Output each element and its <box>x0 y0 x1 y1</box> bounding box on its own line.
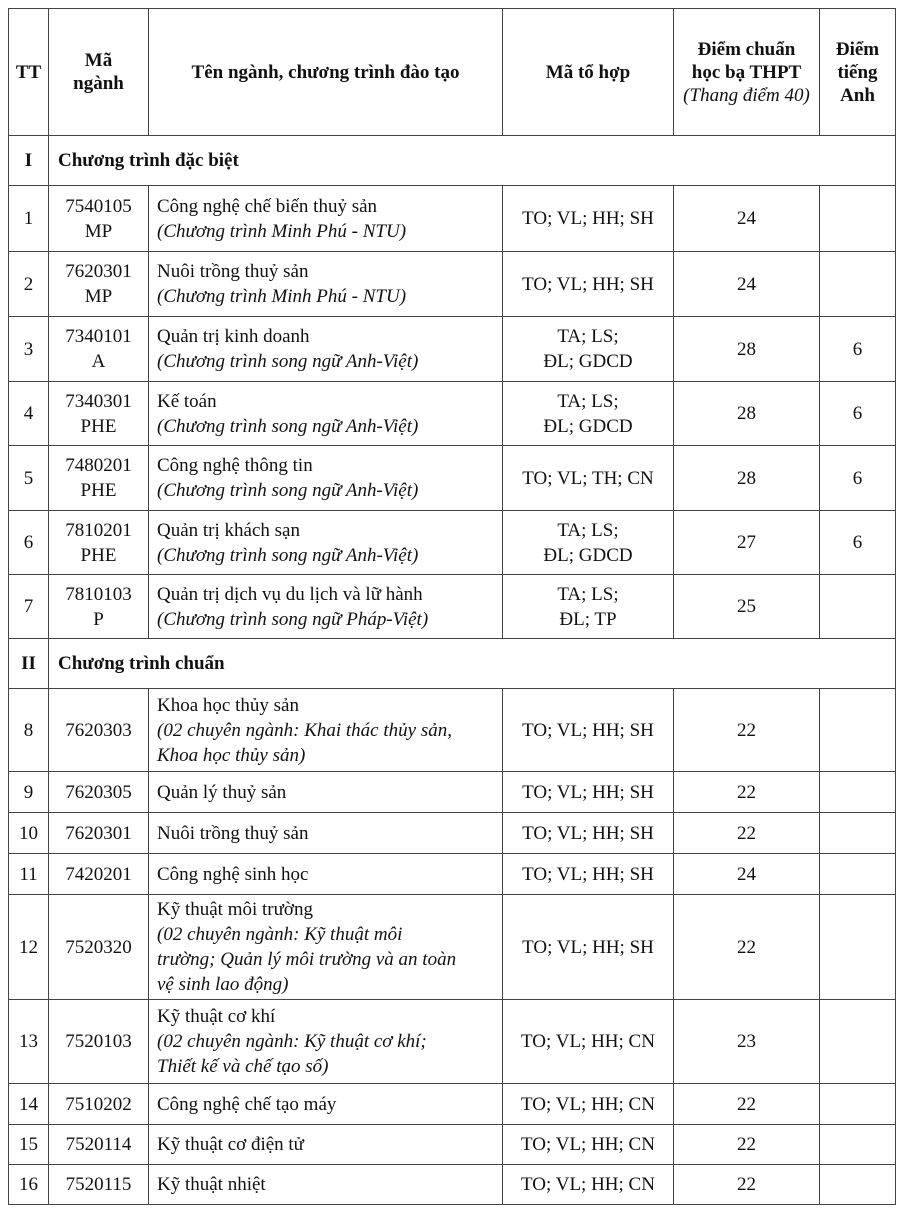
table-row <box>9 854 896 895</box>
ma-nganh-line: 7810201 <box>65 519 132 541</box>
ten-nganh-note: (02 chuyên ngành: Khai thác thủy sản, <box>157 719 452 741</box>
row-diem-chuan: 24 <box>674 252 820 317</box>
ten-nganh: Nuôi trồng thuỷ sản <box>157 822 309 844</box>
ma-to-hop-line: ĐL; TP <box>559 608 617 630</box>
ma-nganh-line: 7420201 <box>65 863 132 885</box>
ma-to-hop-line: TA; LS; <box>557 519 619 541</box>
row-ma-to-hop <box>503 382 674 446</box>
ma-nganh-line: 7340101 <box>65 326 132 347</box>
row-ma-to-hop <box>503 446 674 511</box>
row-ma-nganh <box>49 317 149 382</box>
header-diem-tieng-anh <box>820 9 896 136</box>
section-title: Chương trình đặc biệt <box>49 136 896 186</box>
ma-to-hop-line: TA; LS; <box>557 583 619 605</box>
ma-nganh-line: PHE <box>80 544 117 566</box>
row-ma-nganh <box>49 1165 149 1205</box>
row-diem-chuan: 22 <box>674 1084 820 1125</box>
row-diem-tieng-anh <box>820 689 896 772</box>
section-title: Chương trình chuẩn <box>49 639 896 689</box>
row-diem-tieng-anh <box>820 1084 896 1125</box>
row-tt: 7 <box>9 575 49 639</box>
row-ma-nganh <box>49 1000 149 1084</box>
row-diem-tieng-anh <box>820 1000 896 1084</box>
ma-nganh-line: PHE <box>80 480 117 501</box>
ten-nganh: Quản trị khách sạn <box>157 519 300 541</box>
row-diem-tieng-anh <box>820 1125 896 1165</box>
row-ten-nganh <box>149 186 503 252</box>
table-row <box>9 1165 896 1205</box>
row-ma-to-hop <box>503 1165 674 1205</box>
row-diem-tieng-anh <box>820 1165 896 1205</box>
ma-nganh-line: 7620303 <box>65 719 132 741</box>
ten-nganh: Quản trị kinh doanh <box>157 326 310 347</box>
ten-nganh: Quản trị dịch vụ du lịch và lữ hành <box>157 583 423 605</box>
ten-nganh-note: Khoa học thủy sản) <box>157 744 306 766</box>
table-row <box>9 1125 896 1165</box>
row-ma-nganh <box>49 854 149 895</box>
ma-to-hop-line: TO; VL; HH; SH <box>522 822 654 844</box>
row-ten-nganh <box>149 1125 503 1165</box>
ma-nganh-line: PHE <box>80 415 117 437</box>
ma-to-hop-line: TO; VL; HH; SH <box>522 208 654 229</box>
row-diem-tieng-anh <box>820 252 896 317</box>
header-ma-nganh-line: ngành <box>73 73 124 94</box>
row-ten-nganh <box>149 382 503 446</box>
row-ma-to-hop <box>503 575 674 639</box>
row-ten-nganh <box>149 772 503 813</box>
ten-nganh-note: (02 chuyên ngành: Kỹ thuật cơ khí; <box>157 1031 427 1052</box>
row-tt: 16 <box>9 1165 49 1205</box>
ten-nganh-note: Thiết kế và chế tạo số) <box>157 1056 329 1077</box>
row-ten-nganh <box>149 689 503 772</box>
row-ma-nganh <box>49 186 149 252</box>
row-ma-nganh <box>49 1125 149 1165</box>
row-diem-chuan: 22 <box>674 1125 820 1165</box>
row-ma-nganh <box>49 895 149 1000</box>
table-row <box>9 1000 896 1084</box>
ma-to-hop-line: TO; VL; HH; SH <box>522 781 654 803</box>
ten-nganh: Kỹ thuật nhiệt <box>157 1174 266 1195</box>
ma-to-hop-line: TO; VL; HH; CN <box>521 1093 655 1115</box>
row-ten-nganh <box>149 813 503 854</box>
header-tt: TT <box>9 9 49 136</box>
section-id: I <box>9 136 49 186</box>
row-ma-nganh <box>49 772 149 813</box>
ma-nganh-line: MP <box>84 286 113 307</box>
ma-nganh-line: 7620301 <box>65 261 132 282</box>
row-diem-chuan: 24 <box>674 186 820 252</box>
row-ma-to-hop <box>503 689 674 772</box>
ten-nganh-note: (Chương trình song ngữ Anh-Việt) <box>157 351 419 372</box>
table-row <box>9 511 896 575</box>
ma-nganh-line: A <box>91 351 106 372</box>
row-ma-nganh <box>49 446 149 511</box>
row-diem-chuan: 24 <box>674 854 820 895</box>
table-row <box>9 317 896 382</box>
ten-nganh-note: (Chương trình Minh Phú - NTU) <box>157 286 407 307</box>
table-body <box>9 136 896 1205</box>
ten-nganh: Quản lý thuỷ sản <box>157 781 287 803</box>
ten-nganh-note: (Chương trình Minh Phú - NTU) <box>157 220 407 242</box>
section-row <box>9 639 896 689</box>
ten-nganh: Kế toán <box>157 390 217 412</box>
row-tt: 9 <box>9 772 49 813</box>
table-row <box>9 186 896 252</box>
ma-nganh-line: 7520320 <box>65 936 132 958</box>
row-diem-chuan: 28 <box>674 382 820 446</box>
row-diem-chuan: 27 <box>674 511 820 575</box>
ma-to-hop-line: ĐL; GDCD <box>543 544 633 566</box>
row-ma-nganh <box>49 382 149 446</box>
row-ten-nganh <box>149 895 503 1000</box>
ma-nganh-line: 7810103 <box>65 583 132 605</box>
row-tt: 8 <box>9 689 49 772</box>
row-ten-nganh <box>149 1165 503 1205</box>
ten-nganh: Kỹ thuật môi trường <box>157 899 313 920</box>
ten-nganh-note: (Chương trình song ngữ Anh-Việt) <box>157 544 419 566</box>
row-diem-tieng-anh: 6 <box>820 382 896 446</box>
row-ten-nganh <box>149 252 503 317</box>
ma-to-hop-line: TO; VL; HH; CN <box>521 1031 655 1052</box>
header-ma-nganh-line: Mã <box>84 50 113 71</box>
header-ten-nganh: Tên ngành, chương trình đào tạo <box>149 9 503 136</box>
row-tt: 12 <box>9 895 49 1000</box>
row-diem-tieng-anh <box>820 772 896 813</box>
ma-nganh-line: 7620301 <box>65 822 132 844</box>
row-ma-nganh <box>49 575 149 639</box>
row-tt: 4 <box>9 382 49 446</box>
ma-to-hop-line: TO; VL; HH; SH <box>522 936 654 958</box>
row-diem-chuan: 22 <box>674 689 820 772</box>
row-diem-tieng-anh <box>820 895 896 1000</box>
header-tieng-anh-line: Anh <box>840 84 875 106</box>
row-ma-nganh <box>49 689 149 772</box>
ten-nganh-note: vệ sinh lao động) <box>157 974 289 995</box>
header-ma-nganh <box>49 9 149 136</box>
ma-nganh-line: 7340301 <box>65 390 132 412</box>
ma-to-hop-line: TO; VL; HH; SH <box>522 863 654 885</box>
header-tieng-anh-line: Điểm <box>835 38 880 60</box>
row-ma-to-hop <box>503 1125 674 1165</box>
table-row <box>9 575 896 639</box>
row-diem-chuan: 22 <box>674 895 820 1000</box>
admission-score-table <box>8 8 896 1205</box>
ten-nganh: Công nghệ chế tạo máy <box>157 1093 337 1115</box>
ma-nganh-line: 7620305 <box>65 781 132 803</box>
row-tt: 15 <box>9 1125 49 1165</box>
ten-nganh-note: (Chương trình song ngữ Pháp-Việt) <box>157 608 429 630</box>
row-ma-nganh <box>49 1084 149 1125</box>
row-diem-chuan: 28 <box>674 446 820 511</box>
ma-nganh-line: P <box>93 608 104 630</box>
ma-nganh-line: 7520114 <box>65 1134 132 1155</box>
row-diem-chuan: 22 <box>674 1165 820 1205</box>
ma-to-hop-line: TO; VL; HH; SH <box>522 273 654 295</box>
row-diem-chuan: 22 <box>674 772 820 813</box>
row-ten-nganh <box>149 1000 503 1084</box>
ma-to-hop-line: ĐL; GDCD <box>543 351 633 372</box>
ten-nganh-note: (Chương trình song ngữ Anh-Việt) <box>157 480 419 501</box>
ten-nganh: Công nghệ thông tin <box>157 455 313 476</box>
ma-to-hop-line: TO; VL; HH; CN <box>521 1134 655 1155</box>
row-diem-chuan: 23 <box>674 1000 820 1084</box>
row-ma-to-hop <box>503 186 674 252</box>
ma-to-hop-line: TO; VL; TH; CN <box>522 467 654 489</box>
ten-nganh: Công nghệ chế biến thuỷ sản <box>157 195 378 217</box>
row-diem-tieng-anh <box>820 854 896 895</box>
ten-nganh-note: (Chương trình song ngữ Anh-Việt) <box>157 415 419 437</box>
ten-nganh: Công nghệ sinh học <box>157 863 309 885</box>
ma-nganh-line: 7540105 <box>65 195 132 217</box>
table-row <box>9 895 896 1000</box>
row-diem-chuan: 28 <box>674 317 820 382</box>
header-tieng-anh-line: tiếng <box>837 61 878 83</box>
row-ten-nganh <box>149 317 503 382</box>
header-diem-chuan-line: học bạ THPT <box>691 61 802 83</box>
ma-to-hop-line: TA; LS; <box>557 390 619 412</box>
row-tt: 6 <box>9 511 49 575</box>
row-diem-tieng-anh <box>820 813 896 854</box>
row-tt: 5 <box>9 446 49 511</box>
row-tt: 11 <box>9 854 49 895</box>
header-diem-chuan-note: (Thang điểm 40) <box>683 84 810 106</box>
row-ma-to-hop <box>503 317 674 382</box>
row-ma-to-hop <box>503 252 674 317</box>
ma-to-hop-line: TO; VL; HH; CN <box>521 1174 655 1195</box>
ma-nganh-line: MP <box>84 220 113 242</box>
ma-to-hop-line: TA; LS; <box>557 326 619 347</box>
ma-nganh-line: 7510202 <box>65 1093 132 1115</box>
row-diem-tieng-anh: 6 <box>820 317 896 382</box>
header-diem-chuan-line: Điểm chuẩn <box>697 38 796 60</box>
row-diem-tieng-anh <box>820 575 896 639</box>
row-diem-tieng-anh <box>820 186 896 252</box>
row-diem-chuan: 22 <box>674 813 820 854</box>
ten-nganh-note: trường; Quản lý môi trường và an toàn <box>157 949 457 970</box>
table-row <box>9 813 896 854</box>
row-tt: 14 <box>9 1084 49 1125</box>
header-diem-chuan <box>674 9 820 136</box>
row-ma-nganh <box>49 511 149 575</box>
table-row <box>9 446 896 511</box>
row-ma-to-hop <box>503 1000 674 1084</box>
row-diem-chuan: 25 <box>674 575 820 639</box>
row-ten-nganh <box>149 854 503 895</box>
row-ma-to-hop <box>503 511 674 575</box>
table-row <box>9 382 896 446</box>
header-row <box>9 9 896 136</box>
row-ten-nganh <box>149 1084 503 1125</box>
row-ma-to-hop <box>503 813 674 854</box>
table-row <box>9 1084 896 1125</box>
header-ma-to-hop: Mã tổ hợp <box>503 9 674 136</box>
ten-nganh: Nuôi trồng thuỷ sản <box>157 261 309 282</box>
row-ten-nganh <box>149 446 503 511</box>
section-id: II <box>9 639 49 689</box>
ma-nganh-line: 7520103 <box>65 1031 132 1052</box>
row-ma-to-hop <box>503 854 674 895</box>
section-row <box>9 136 896 186</box>
row-tt: 10 <box>9 813 49 854</box>
row-tt: 1 <box>9 186 49 252</box>
row-tt: 13 <box>9 1000 49 1084</box>
ten-nganh: Kỹ thuật cơ khí <box>157 1006 276 1027</box>
row-ma-to-hop <box>503 772 674 813</box>
row-ten-nganh <box>149 511 503 575</box>
row-ma-to-hop <box>503 1084 674 1125</box>
ma-nganh-line: 7480201 <box>65 455 132 476</box>
ma-nganh-line: 7520115 <box>65 1174 132 1195</box>
table-row <box>9 252 896 317</box>
row-ma-nganh <box>49 252 149 317</box>
row-tt: 3 <box>9 317 49 382</box>
row-tt: 2 <box>9 252 49 317</box>
row-ma-to-hop <box>503 895 674 1000</box>
row-ten-nganh <box>149 575 503 639</box>
ten-nganh-note: (02 chuyên ngành: Kỹ thuật môi <box>157 924 403 945</box>
ma-to-hop-line: TO; VL; HH; SH <box>522 719 654 741</box>
ma-to-hop-line: ĐL; GDCD <box>543 415 633 437</box>
ten-nganh: Kỹ thuật cơ điện tử <box>157 1134 304 1155</box>
table-row <box>9 772 896 813</box>
table-row <box>9 689 896 772</box>
row-diem-tieng-anh: 6 <box>820 511 896 575</box>
ten-nganh: Khoa học thủy sản <box>157 694 299 716</box>
row-ma-nganh <box>49 813 149 854</box>
row-diem-tieng-anh: 6 <box>820 446 896 511</box>
